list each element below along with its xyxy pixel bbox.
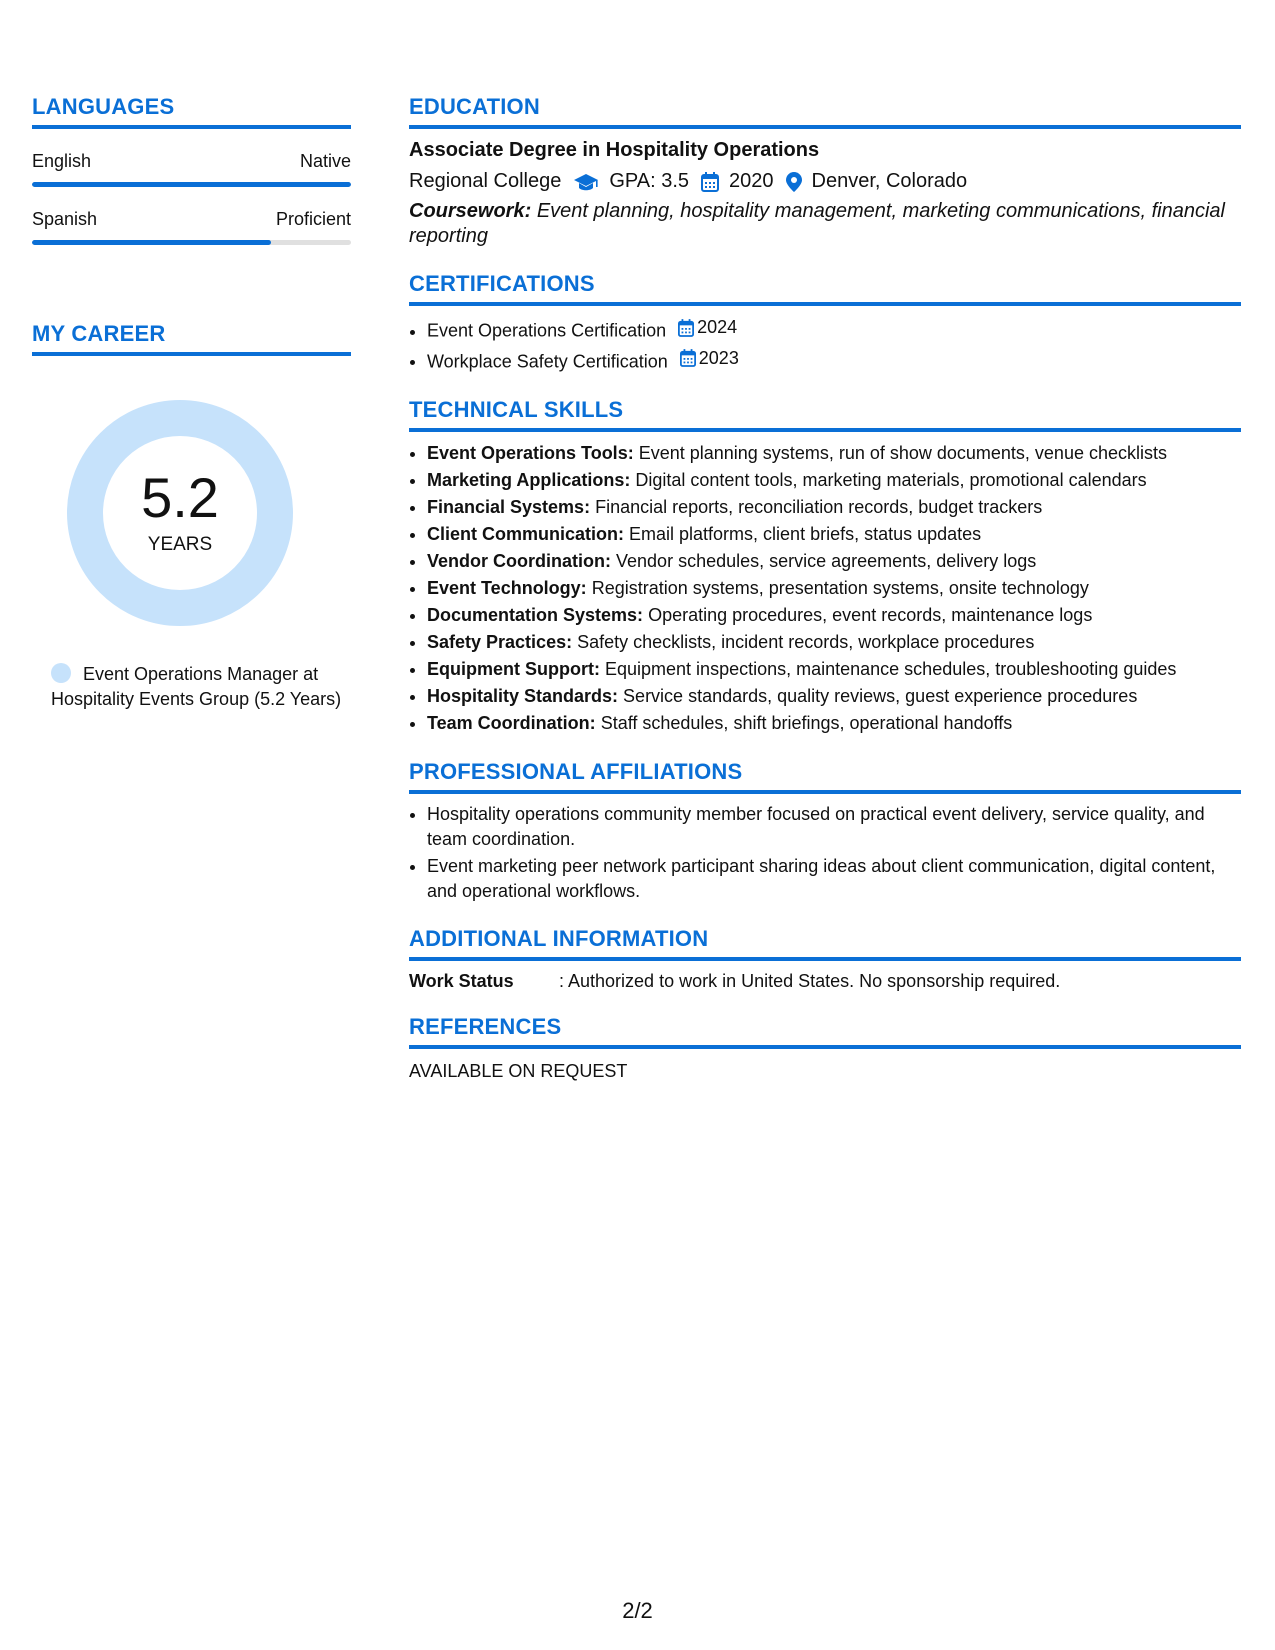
career-legend xyxy=(51,662,351,712)
education-title: EDUCATION xyxy=(409,94,1241,129)
education-meta xyxy=(409,170,1241,193)
coursework-text: Event planning, hospitality management, marketing communications, financial reporting xyxy=(409,200,1225,247)
list-item xyxy=(427,314,1241,345)
list-item xyxy=(427,494,1241,521)
cert-name: Workplace Safety Certification xyxy=(427,351,668,371)
affiliations-list xyxy=(409,802,1241,904)
list-item xyxy=(427,629,1241,656)
calendar-icon xyxy=(678,319,694,337)
certifications-list xyxy=(409,314,1241,375)
page-number: 2/2 xyxy=(622,1598,653,1623)
skill-label: Documentation Systems: xyxy=(427,605,644,625)
skill-text: Operating procedures, event records, maintenance logs xyxy=(648,605,1093,625)
education-coursework xyxy=(409,199,1241,249)
list-item: • Hospitality operations community member focused on practical event delivery, service quality, and team coordination. xyxy=(427,802,1241,852)
skill-text: Vendor schedules, service agreements, delivery logs xyxy=(616,551,1037,571)
language-item xyxy=(32,209,351,245)
technical-skills-list xyxy=(409,440,1241,737)
skill-label: Hospitality Standards: xyxy=(427,686,619,706)
work-status-key: Work Status xyxy=(409,971,514,991)
language-level: Proficient xyxy=(275,209,351,229)
language-bar xyxy=(32,182,351,187)
language-level: Native xyxy=(299,151,351,171)
calendar-icon xyxy=(680,349,696,367)
skill-text: Equipment inspections, maintenance schedules, troubleshooting guides xyxy=(605,659,1177,679)
education-school: Regional College xyxy=(409,170,562,192)
language-bar-fill xyxy=(32,240,271,245)
references-title: REFERENCES xyxy=(409,1014,1241,1049)
skill-label: Vendor Coordination: xyxy=(427,551,611,571)
location-pin-icon xyxy=(786,172,802,192)
list-item xyxy=(427,521,1241,548)
language-bar-fill xyxy=(32,182,351,187)
list-item xyxy=(427,683,1241,710)
graduation-cap-icon xyxy=(573,172,599,192)
education-gpa: GPA: 3.5 xyxy=(609,170,689,192)
language-bar xyxy=(32,240,351,245)
coursework-label: Coursework: xyxy=(409,200,532,222)
skill-text: Event planning systems, run of show documents, venue checklists xyxy=(638,443,1167,463)
career-title: MY CAREER xyxy=(32,321,351,356)
calendar-icon xyxy=(701,172,719,192)
affiliations-title: PROFESSIONAL AFFILIATIONS xyxy=(409,759,1241,794)
work-status-row xyxy=(409,971,1241,992)
skill-text: Staff schedules, shift briefings, operational handoffs xyxy=(600,713,1013,733)
cert-year: 2024 xyxy=(697,317,738,337)
references-text: AVAILABLE ON REQUEST xyxy=(409,1061,628,1081)
career-donut xyxy=(67,400,293,626)
skill-label: Safety Practices: xyxy=(427,632,573,652)
career-legend-text: Event Operations Manager at Hospitality Events Group (5.2 Years) xyxy=(51,664,342,709)
language-name: English xyxy=(32,151,92,171)
education-location: Denver, Colorado xyxy=(811,170,968,192)
skill-text: Financial reports, reconciliation records, budget trackers xyxy=(595,497,1043,517)
skill-label: Event Operations Tools: xyxy=(427,443,634,463)
list-item xyxy=(427,548,1241,575)
skill-label: Financial Systems: xyxy=(427,497,591,517)
skill-label: Client Communication: xyxy=(427,524,624,544)
certifications-title: CERTIFICATIONS xyxy=(409,271,1241,306)
career-total-unit: YEARS xyxy=(147,534,213,555)
skill-label: Event Technology: xyxy=(427,578,587,598)
left-column xyxy=(32,94,351,712)
list-item xyxy=(427,575,1241,602)
skill-text: Safety checklists, incident records, workplace procedures xyxy=(577,632,1035,652)
skill-text: Registration systems, presentation systems, onsite technology xyxy=(591,578,1089,598)
list-item: • Event marketing peer network participant sharing ideas about client communication, digital content, and operational workflows. xyxy=(427,854,1241,904)
skill-label: Team Coordination: xyxy=(427,713,596,733)
cert-year: 2023 xyxy=(698,347,739,368)
list-item xyxy=(427,656,1241,683)
languages-title: LANGUAGES xyxy=(32,94,351,129)
skill-label: Marketing Applications: xyxy=(427,470,631,490)
skill-text: Service standards, quality reviews, guest experience procedures xyxy=(623,686,1138,706)
legend-dot-icon xyxy=(51,663,71,683)
right-column xyxy=(409,94,1241,1082)
education-year: 2020 xyxy=(729,170,774,192)
list-item xyxy=(427,440,1241,467)
list-item xyxy=(427,710,1241,737)
skill-text: Email platforms, client briefs, status updates xyxy=(629,524,982,544)
work-status-value: : Authorized to work in United States. No sponsorship required. xyxy=(559,971,1061,991)
cert-name: Event Operations Certification xyxy=(427,320,667,341)
language-name: Spanish xyxy=(32,209,98,229)
skill-text: Digital content tools, marketing materials, promotional calendars xyxy=(635,470,1147,490)
education-degree: Associate Degree in Hospitality Operations xyxy=(409,139,820,161)
skill-label: Equipment Support: xyxy=(427,659,600,679)
list-item xyxy=(427,602,1241,629)
technical-skills-title: TECHNICAL SKILLS xyxy=(409,397,1241,432)
list-item xyxy=(427,467,1241,494)
career-total-value: 5.2 xyxy=(141,466,219,529)
additional-info-title: ADDITIONAL INFORMATION xyxy=(409,926,1241,961)
language-item xyxy=(32,151,351,187)
list-item xyxy=(427,345,1241,376)
